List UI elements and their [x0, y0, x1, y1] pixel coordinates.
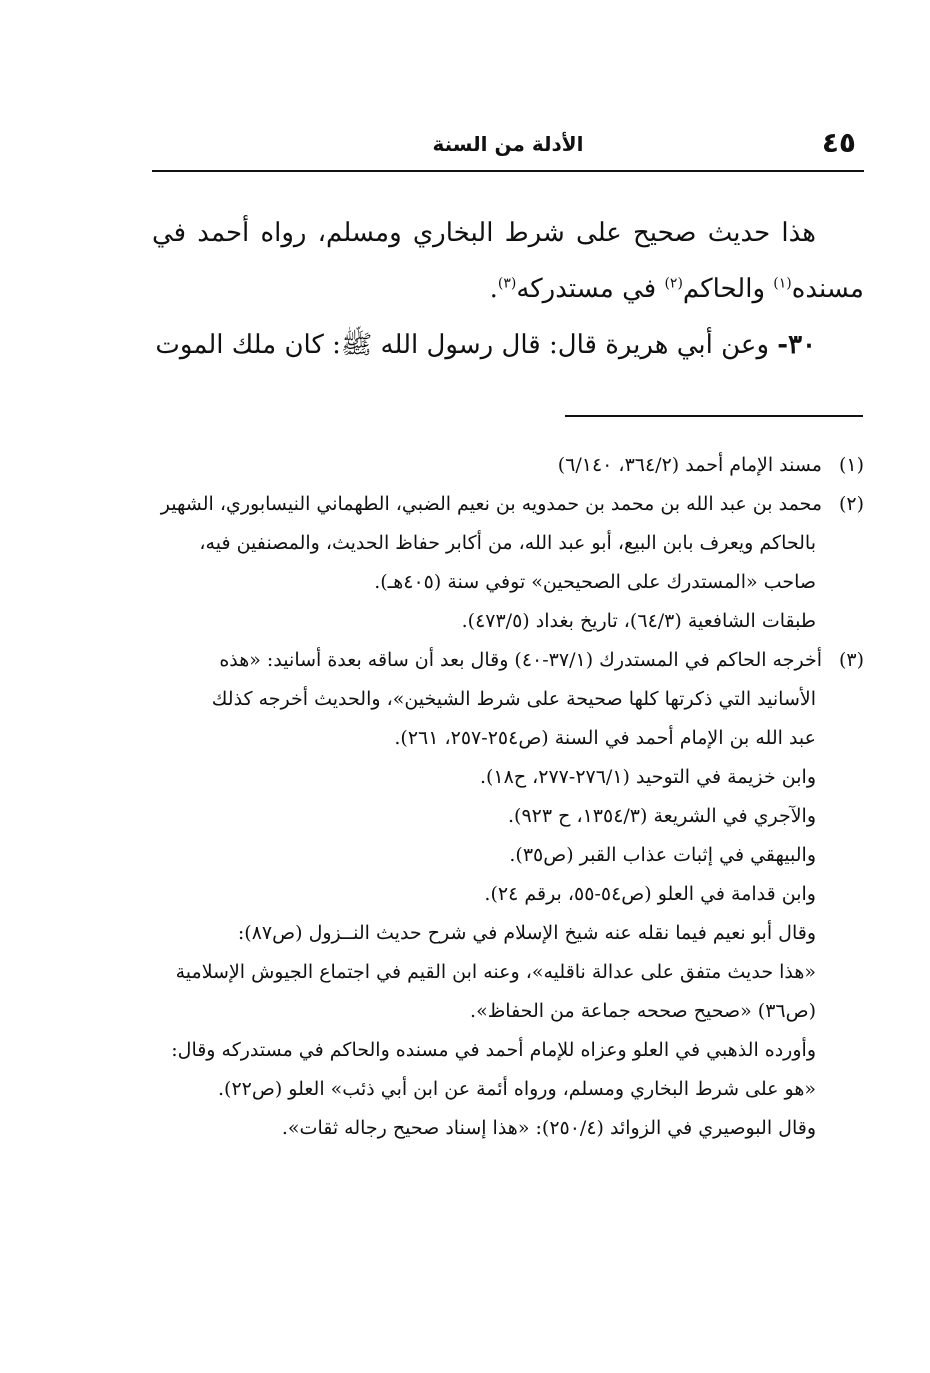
- para2-text: وعن أبي هريرة قال: قال رسول الله ﷺ: كان ملك الموت: [155, 330, 778, 360]
- footnote-1: [152, 446, 864, 485]
- footnote-3-number: (٣): [838, 649, 864, 671]
- footnote-3-line-3: عبد الله بن الإمام أحمد في السنة (ص٢٥٤-٢٥٧، ٢٦١).: [394, 727, 816, 749]
- footnote-3-line-10: (ص٣٦) «صحيح صححه جماعة من الحفاظ».: [470, 1000, 816, 1022]
- footnote-2-line-3: صاحب «المستدرك على الصحيحين» توفي سنة (٤٠٥هـ).: [374, 571, 816, 593]
- footnote-ref-1[interactable]: (١): [773, 275, 792, 292]
- footnote-ref-3[interactable]: (٣): [497, 275, 517, 292]
- footnote-2-line-4: طبقات الشافعية (٦٤/٣)، تاريخ بغداد (٤٧٣/٥).: [461, 610, 816, 632]
- footnote-3-line-2: الأسانيد التي ذكرتها كلها صحيحة على شرط الشيخين»، والحديث أخرجه كذلك: [211, 688, 816, 710]
- footnote-2-text-1: محمد بن عبد الله بن محمد بن حمدويه بن نعيم الضبي، الطهماني النيسابوري، الشهير: [160, 493, 822, 515]
- footnote-3-line-12: «هو على شرط البخاري ومسلم، ورواه أئمة عن ابن أبي ذئب» العلو (ص٢٢).: [217, 1078, 816, 1100]
- para1-text-b: والحاكم: [682, 274, 774, 304]
- footnotes: [152, 446, 864, 1148]
- footnote-1-text: مسند الإمام أحمد (٣٦٤/٢، ٦/١٤٠): [557, 454, 822, 476]
- narration-number: ٣٠-: [777, 330, 816, 360]
- footnote-3-line-7: وابن قدامة في العلو (ص٥٤-٥٥، برقم ٢٤).: [484, 883, 816, 905]
- footnote-3-line-9: «هذا حديث متفق على عدالة ناقليه»، وعنه ابن القيم في اجتماع الجيوش الإسلامية: [175, 961, 816, 983]
- footnote-3-line-6: والبيهقي في إثبات عذاب القبر (ص٣٥).: [509, 844, 816, 866]
- footnote-3-line-13: وقال البوصيري في الزوائد (٢٥٠/٤): «هذا إسناد صحيح رجاله ثقات».: [281, 1117, 816, 1139]
- page-number: ٤٥: [821, 126, 856, 159]
- para1-text-a: هذا حديث صحيح على شرط البخاري ومسلم، رواه أحمد في مسنده: [152, 218, 864, 304]
- footnote-3-line-5: والآجري في الشريعة (١٣٥٤/٣، ح ٩٢٣).: [508, 805, 816, 827]
- footnote-3-line-1: [152, 641, 864, 680]
- footnote-1-number: (١): [838, 454, 864, 476]
- main-paragraph-2: [152, 317, 864, 373]
- para1-text-d: .: [489, 274, 498, 304]
- footnote-2-number: (٢): [838, 493, 864, 515]
- main-paragraph-1: [152, 205, 864, 317]
- footnote-2-line-2: بالحاكم ويعرف بابن البيع، أبو عبد الله، من أكابر حفاظ الحديث، والمصنفين فيه،: [199, 532, 816, 554]
- running-title: الأدلة من السنة: [432, 132, 584, 156]
- footnote-separator: [565, 415, 863, 417]
- para1-text-c: في مستدركه: [516, 274, 665, 304]
- footnote-ref-2[interactable]: (٢): [664, 275, 683, 292]
- main-text: [152, 205, 864, 373]
- footnote-3-line-8: وقال أبو نعيم فيما نقله عنه شيخ الإسلام في شرح حديث النــزول (ص٨٧):: [237, 922, 816, 944]
- footnote-3-text-1: أخرجه الحاكم في المستدرك (٣٧/١-٤٠) وقال بعد أن ساقه بعدة أسانيد: «هذه: [219, 649, 822, 671]
- footnote-3-line-4: وابن خزيمة في التوحيد (٢٧٦/١-٢٧٧، ح١٨).: [479, 766, 816, 788]
- footnote-3-line-11: وأورده الذهبي في العلو وعزاه للإمام أحمد في مسنده والحاكم في مستدركه وقال:: [171, 1039, 816, 1061]
- page-header: [152, 124, 864, 172]
- footnote-2-line-1: [152, 485, 864, 524]
